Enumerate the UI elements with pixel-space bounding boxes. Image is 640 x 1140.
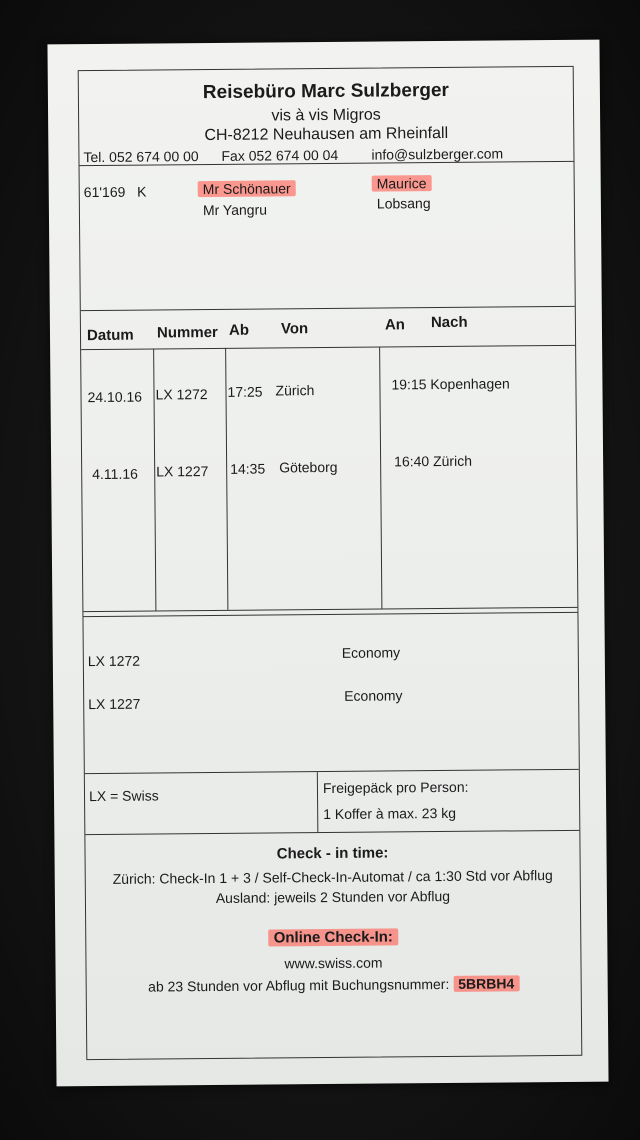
row-date: 24.10.16 bbox=[87, 388, 143, 406]
agency-name: Reisebüro Marc Sulzberger bbox=[202, 79, 449, 104]
passenger-1-firstname bbox=[372, 175, 432, 192]
class-value-1: Economy bbox=[341, 644, 401, 661]
booking-ref bbox=[84, 184, 147, 201]
class-value-2: Economy bbox=[344, 687, 403, 704]
row-departure-time: 17:25 bbox=[227, 383, 263, 400]
carrier-baggage-section bbox=[85, 770, 580, 834]
row-arrival: 16:40 Zürich bbox=[394, 452, 473, 470]
col-header-arrival: An bbox=[384, 316, 405, 334]
booking-ref-code: K bbox=[136, 183, 147, 200]
class-section bbox=[83, 613, 578, 773]
col-divider bbox=[379, 347, 382, 609]
row-departure-time: 14:35 bbox=[230, 460, 266, 477]
baggage-allowance: 1 Koffer à max. 23 kg bbox=[323, 804, 457, 823]
checkin-section bbox=[85, 831, 581, 1059]
agency-fax: Fax 052 674 00 04 bbox=[221, 146, 339, 164]
col-header-to: Nach bbox=[430, 313, 468, 332]
booking-number-label: ab 23 Stunden vor Abflug mit Buchungsnummer: bbox=[148, 975, 450, 995]
row-from: Göteborg bbox=[279, 458, 338, 476]
row-from: Zürich bbox=[275, 382, 315, 399]
passenger-section bbox=[80, 162, 575, 310]
booking-ref-number: 61'169 bbox=[83, 183, 126, 201]
checkin-abroad: Ausland: jeweils 2 Stunden vor Abflug bbox=[215, 887, 451, 906]
passenger-2-name: Mr Yangru bbox=[202, 201, 268, 219]
agency-header bbox=[79, 67, 574, 165]
passenger-1-name bbox=[198, 180, 296, 197]
agency-address-line1: vis à vis Migros bbox=[271, 106, 381, 125]
checkin-title: Check - in time: bbox=[276, 844, 389, 863]
row-flight-number: LX 1227 bbox=[156, 463, 209, 480]
col-header-date: Datum bbox=[86, 326, 134, 345]
carrier-note: LX = Swiss bbox=[88, 787, 159, 805]
col-header-departure: Ab bbox=[228, 321, 250, 339]
agency-phone: Tel. 052 674 00 00 bbox=[83, 148, 199, 166]
col-divider bbox=[317, 772, 319, 832]
online-checkin-title bbox=[86, 927, 580, 948]
agency-address-line2: CH-8212 Neuhausen am Rheinfall bbox=[204, 124, 449, 145]
table-header-divider bbox=[81, 345, 575, 350]
highlight-mark: Mr Schönauer bbox=[198, 180, 296, 197]
booking-number: 5BRBH4 bbox=[453, 975, 519, 992]
agency-email[interactable]: info@sulzberger.com bbox=[371, 145, 504, 163]
highlight-mark: Online Check-In: bbox=[269, 928, 398, 946]
highlight-mark: Maurice bbox=[372, 175, 432, 192]
col-header-number: Nummer bbox=[156, 323, 218, 342]
checkin-zurich: Zürich: Check-In 1 + 3 / Self-Check-In-Automat / ca 1:30 Std vor Abflug bbox=[112, 867, 553, 887]
col-header-from: Von bbox=[280, 320, 309, 338]
class-flight-1: LX 1272 bbox=[87, 652, 141, 670]
swiss-website[interactable]: www.swiss.com bbox=[284, 954, 383, 972]
itinerary-form bbox=[78, 66, 583, 1060]
booking-number-line bbox=[87, 975, 581, 995]
row-arrival: 19:15 Kopenhagen bbox=[391, 375, 510, 393]
ticket-paper bbox=[47, 40, 608, 1087]
flights-table bbox=[81, 307, 578, 611]
row-date: 4.11.16 bbox=[92, 465, 138, 483]
baggage-title: Freigepäck pro Person: bbox=[322, 778, 469, 797]
row-flight-number: LX 1272 bbox=[155, 386, 208, 403]
class-flight-2: LX 1227 bbox=[88, 695, 141, 713]
passenger-2-firstname: Lobsang bbox=[376, 195, 431, 212]
